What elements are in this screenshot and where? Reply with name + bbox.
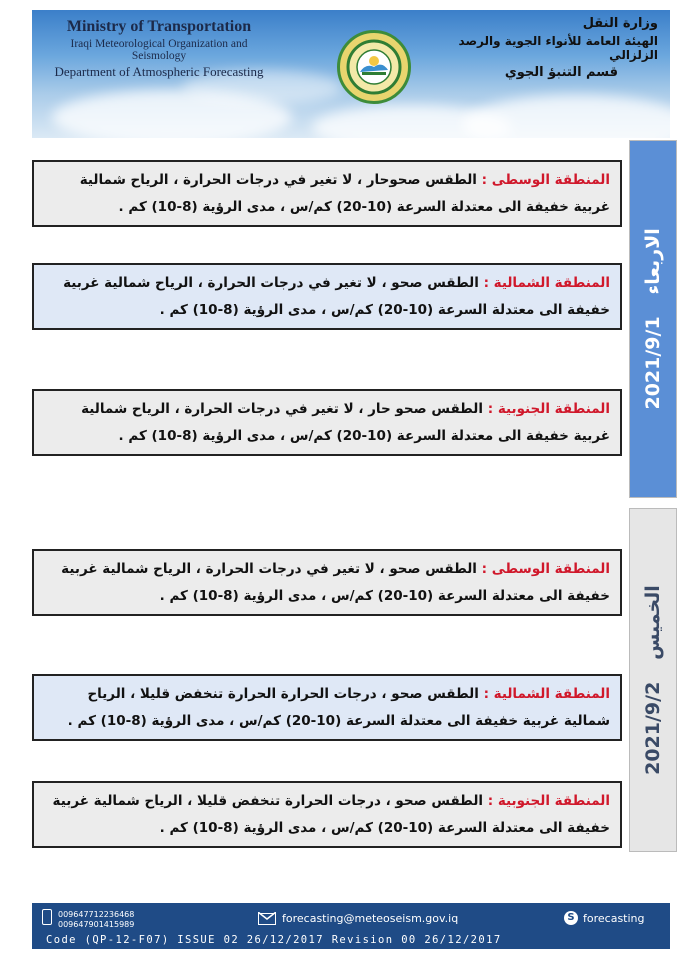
forecast-box xyxy=(32,389,622,456)
phone-icon xyxy=(42,909,52,925)
region-name: المنطقة الشمالية : xyxy=(483,275,610,291)
email-address[interactable]: forecasting@meteoseism.gov.iq xyxy=(282,912,459,925)
organization-name-en: Iraqi Meteorological Organization and Seismology xyxy=(70,38,248,62)
cloud-decoration xyxy=(462,95,670,138)
skype-contact[interactable] xyxy=(564,911,645,925)
day-date: 2021/9/2 xyxy=(642,681,664,775)
footer-bar xyxy=(32,903,670,949)
logo-emblem-icon xyxy=(346,39,402,95)
forecast-box xyxy=(32,781,622,848)
forecast-text: الطقس صحوحار ، لا تغير في درجات الحرارة ، الرياح شمالية غربية خفيفة الى معتدلة السرعة (10-20) كم/س ، مدى الرؤية (8-10) كم . xyxy=(79,172,610,215)
forecast-text: الطقس صحو ، لا تغير في درجات الحرارة ، الرياح شمالية غربية خفيفة الى معتدلة السرعة (10-20) كم/س ، مدى الرؤية (8-10) كم . xyxy=(61,561,610,604)
day-name: الاربعاء xyxy=(642,228,664,295)
email-contact[interactable] xyxy=(258,912,458,925)
day-label-1 xyxy=(629,140,677,498)
forecast-box xyxy=(32,549,622,616)
day-date: 2021/9/1 xyxy=(642,316,664,410)
forecast-text: الطقس صحو حار ، لا تغير في درجات الحرارة ، الرياح شمالية غربية خفيفة الى معتدلة السرعة (10-20) كم/س ، مدى الرؤية (8-10) كم . xyxy=(81,401,610,444)
forecast-text: الطقس صحو ، لا تغير في درجات الحرارة ، الرياح شمالية غربية خفيفة الى معتدلة السرعة (10-20) كم/س ، مدى الرؤية (8-10) كم . xyxy=(63,275,610,318)
phone-numbers xyxy=(58,910,134,930)
department-name-ar: قسم التنبؤ الجوي xyxy=(504,65,618,80)
ministry-name-en: Ministry of Transportation xyxy=(66,18,252,35)
day-name: الخميس xyxy=(642,585,664,660)
forecast-box xyxy=(32,160,622,227)
header-english xyxy=(44,18,274,80)
organization-name-ar: الهيئة العامة للأنواء الجوية والرصد الزلزالي xyxy=(458,34,658,62)
ministry-name-ar: وزارة النقل xyxy=(582,16,658,31)
region-name: المنطقة الشمالية : xyxy=(483,686,610,702)
skype-icon: S xyxy=(564,911,578,925)
organization-logo xyxy=(337,30,411,104)
region-name: المنطقة الجنوبية : xyxy=(487,793,610,809)
region-name: المنطقة الوسطى : xyxy=(481,172,610,188)
forecast-box xyxy=(32,263,622,330)
forecast-text: الطقس صحو ، درجات الحرارة الحرارة تنخفض قليلا ، الرياح شمالية غربية خفيفة الى معتدلة السرعة (10-20) كم/س ، مدى الرؤية (8-10) كم . xyxy=(67,686,610,729)
document-code: Code (QP-12-F07) ISSUE 02 26/12/2017 Revision 00 26/12/2017 xyxy=(46,934,502,946)
header-arabic xyxy=(418,16,658,80)
phone-number: 009647712236468 xyxy=(58,910,135,919)
region-name: المنطقة الوسطى : xyxy=(481,561,610,577)
phone-number: 009647901415989 xyxy=(58,920,135,929)
region-name: المنطقة الجنوبية : xyxy=(487,401,610,417)
header-banner xyxy=(32,10,670,138)
skype-handle[interactable]: forecasting xyxy=(583,911,645,925)
department-name-en: Department of Atmospheric Forecasting xyxy=(54,64,264,79)
forecast-text: الطقس صحو ، درجات الحرارة تنخفض قليلا ، الرياح شمالية غربية خفيفة الى معتدلة السرعة (10-20) كم/س ، مدى الرؤية (8-10) كم . xyxy=(52,793,610,836)
forecast-box xyxy=(32,674,622,741)
day-label-2 xyxy=(629,508,677,852)
email-icon xyxy=(258,913,276,925)
